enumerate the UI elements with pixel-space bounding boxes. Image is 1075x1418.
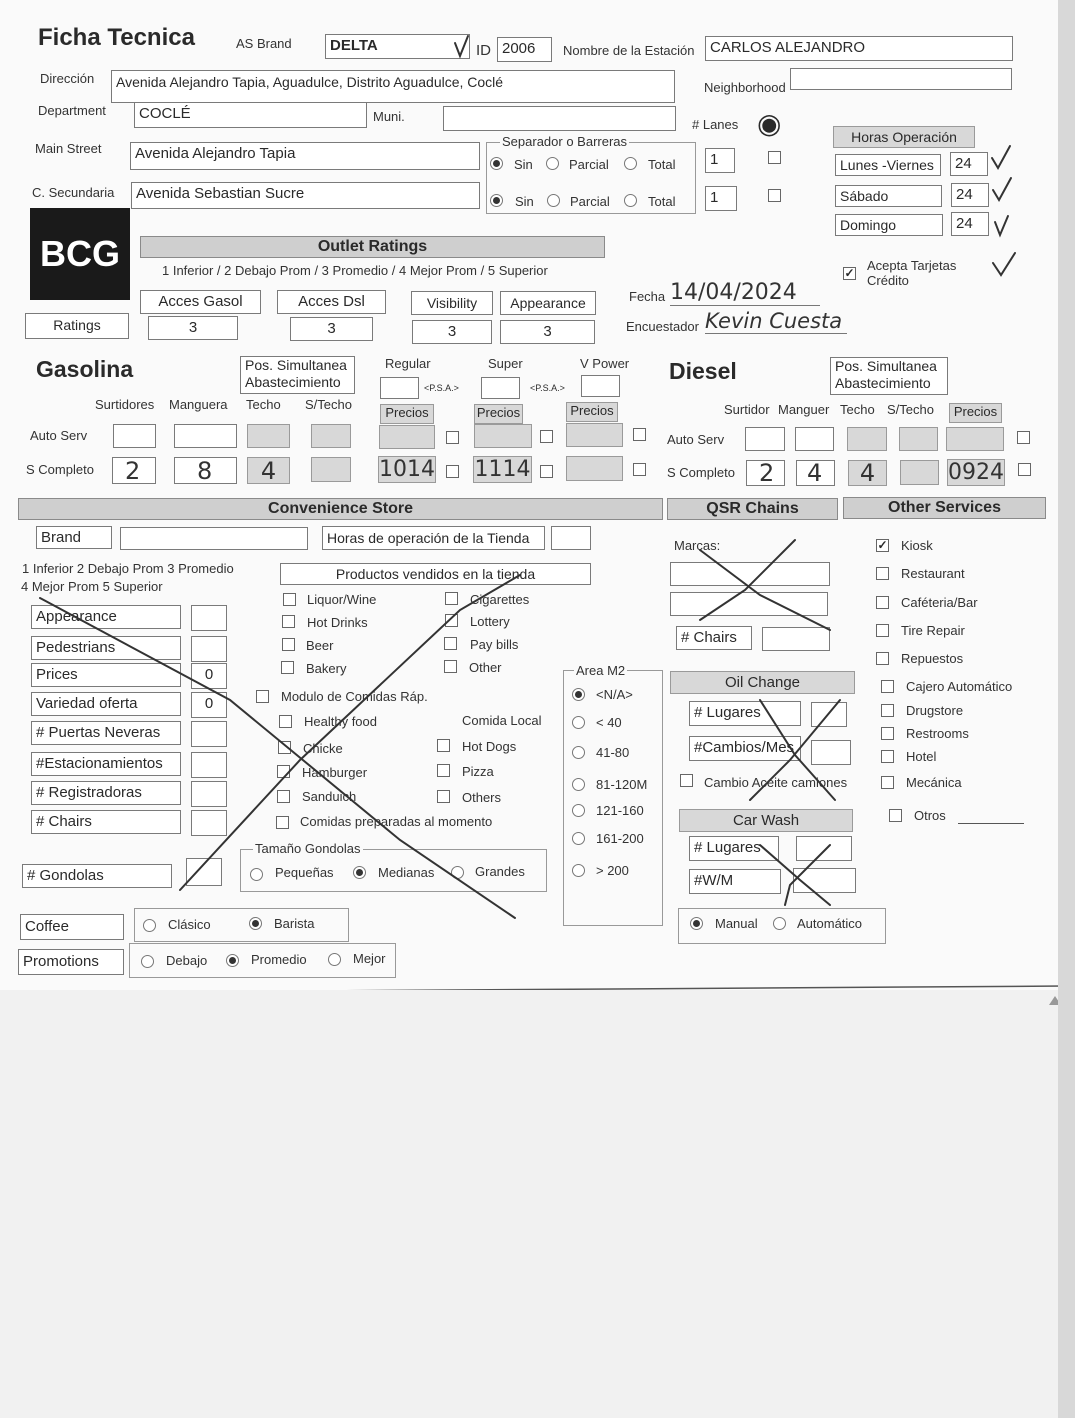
- pequenas-label: Pequeñas: [275, 865, 334, 880]
- other-service-label: Kiosk: [901, 538, 933, 553]
- wash-lugares-label: # Lugares: [689, 836, 779, 861]
- other-service-label: Mecánica: [906, 775, 962, 790]
- wm-field[interactable]: [793, 868, 856, 893]
- regular-label: Regular: [385, 356, 431, 371]
- diesel-surtidor-label: Surtidor: [724, 402, 770, 417]
- main-street-label: Main Street: [35, 141, 102, 156]
- station-label: Nombre de la Estación: [563, 43, 695, 58]
- pay-bills-checkbox[interactable]: [444, 637, 457, 650]
- sep2-total-radio[interactable]: [624, 194, 637, 207]
- station-field[interactable]: CARLOS ALEJANDRO: [705, 36, 1013, 61]
- diesel-sc-manguer[interactable]: 4: [796, 460, 835, 486]
- muni-field[interactable]: [443, 106, 676, 131]
- barista-radio[interactable]: [249, 917, 262, 930]
- area-radio[interactable]: [572, 716, 585, 729]
- debajo-radio[interactable]: [141, 955, 154, 968]
- gas-sc-precio-vpower[interactable]: [566, 456, 623, 481]
- gas-as-surtidores[interactable]: [113, 424, 156, 448]
- qsr-chains-header: QSR Chains: [667, 498, 838, 520]
- other-service-checkbox[interactable]: [881, 704, 894, 717]
- other-service-label: Hotel: [906, 749, 937, 764]
- diesel-stecho-label: S/Techo: [887, 402, 934, 417]
- beer-checkbox[interactable]: [282, 638, 295, 651]
- comida-local-label: Comida Local: [462, 713, 542, 728]
- other-service-label: Restrooms: [906, 726, 969, 741]
- acepta-tarjetas-label: Acepta Tarjetas Crédito: [867, 258, 957, 288]
- cs-row-label: # Chairs: [31, 810, 181, 834]
- vpower-label: V Power: [580, 356, 630, 371]
- liquor-checkbox[interactable]: [283, 593, 296, 606]
- other-service-checkbox[interactable]: [881, 776, 894, 789]
- cs-row-field[interactable]: [191, 810, 227, 836]
- neighborhood-label: Neighborhood: [704, 80, 786, 95]
- gas-sc-precio-regular[interactable]: 1014: [379, 457, 435, 482]
- lanes-label: # Lanes: [692, 117, 739, 132]
- horas-tienda-field[interactable]: [551, 526, 591, 550]
- diesel-as-techo[interactable]: [847, 427, 887, 451]
- diesel-sc-techo[interactable]: 4: [848, 460, 887, 486]
- regular-psa-field[interactable]: [380, 377, 419, 399]
- appearance-label: Appearance: [500, 291, 596, 315]
- other-service-checkbox[interactable]: [876, 596, 889, 609]
- area-m2-group: [563, 670, 663, 926]
- coffee-group: [134, 908, 349, 942]
- pay-bills-label: Pay bills: [470, 637, 519, 652]
- sanduich-label: Sanduich: [302, 789, 357, 804]
- cs-row-label: # Registradoras: [31, 781, 181, 805]
- other-service-checkbox[interactable]: [881, 727, 894, 740]
- gasolina-title: Gasolina: [36, 356, 134, 382]
- others-food-checkbox[interactable]: [437, 790, 450, 803]
- area-option-label: 161-200: [596, 831, 644, 846]
- techo-label: Techo: [246, 397, 281, 412]
- other-service-checkbox[interactable]: ✓: [877, 538, 888, 552]
- lottery-checkbox[interactable]: [445, 614, 458, 627]
- other-services-header: Other Services: [843, 497, 1046, 519]
- gas-as-check-super[interactable]: [540, 430, 553, 443]
- cs-row-field[interactable]: 0: [191, 663, 227, 689]
- form-title: Ficha Tecnica: [38, 24, 195, 51]
- gas-as-techo[interactable]: [247, 424, 290, 448]
- cigarettes-label: Cigarettes: [470, 592, 530, 607]
- page-edge: [1058, 0, 1075, 1418]
- diesel-auto-serv-label: Auto Serv: [667, 432, 725, 447]
- chicken-label: Chicke: [303, 741, 343, 756]
- outlet-ratings-header: Outlet Ratings: [140, 236, 605, 258]
- oil-lugares-field[interactable]: [811, 702, 847, 727]
- hot-dogs-label: Hot Dogs: [462, 739, 517, 754]
- mejor-label: Mejor: [353, 951, 386, 966]
- cs-row-field[interactable]: 0: [191, 692, 227, 718]
- promotions-label: Promotions: [18, 949, 124, 975]
- hours-tick-3: [995, 216, 1008, 235]
- comidas-preparadas-label: Comidas preparadas al momento: [300, 814, 493, 829]
- gas-as-check-regular[interactable]: [446, 431, 459, 444]
- lottery-label: Lottery: [470, 614, 510, 629]
- mejor-radio[interactable]: [328, 953, 341, 966]
- lanes-field-2[interactable]: 1: [705, 186, 737, 211]
- cambio-camiones-label: Cambio Aceite camiones: [704, 775, 848, 790]
- hours-sunday-field[interactable]: 24: [951, 212, 989, 236]
- bakery-checkbox[interactable]: [281, 661, 294, 674]
- marcas-label: Marcas:: [674, 538, 721, 553]
- secundaria-field[interactable]: Avenida Sebastian Sucre: [131, 182, 480, 209]
- gas-sc-check-super[interactable]: [540, 465, 553, 478]
- precio-regular-header: Precios: [380, 404, 434, 424]
- ratings-label: Ratings: [25, 313, 129, 339]
- beer-label: Beer: [306, 638, 334, 653]
- muni-label: Muni.: [373, 109, 405, 124]
- pequenas-radio[interactable]: [250, 868, 263, 881]
- gas-as-stecho[interactable]: [311, 424, 351, 448]
- horas-operacion-header: Horas Operación: [833, 126, 975, 148]
- medianas-radio[interactable]: [353, 866, 366, 879]
- wash-lugares-field[interactable]: [796, 836, 852, 861]
- gas-sc-check-vpower[interactable]: [633, 463, 646, 476]
- gas-sc-manguera[interactable]: 8: [174, 457, 237, 484]
- visibility-label: Visibility: [411, 291, 493, 315]
- cs-scale-line1: 1 Inferior 2 Debajo Prom 3 Promedio: [22, 561, 234, 576]
- gas-sc-techo[interactable]: 4: [247, 457, 290, 484]
- modulo-comidas-checkbox[interactable]: [256, 690, 269, 703]
- qsr-chairs-label: # Chairs: [676, 626, 752, 650]
- other-service-label: Drugstore: [906, 703, 964, 718]
- medianas-label: Medianas: [378, 865, 435, 880]
- grandes-radio[interactable]: [451, 866, 464, 879]
- diesel-title: Diesel: [669, 358, 737, 384]
- promedio-label: Promedio: [251, 952, 307, 967]
- area-option-label: < 40: [596, 715, 622, 730]
- fecha-label: Fecha: [629, 289, 666, 304]
- car-wash-header: Car Wash: [679, 809, 853, 832]
- other-service-checkbox[interactable]: [876, 567, 889, 580]
- tamano-gondolas-label: Tamaño Gondolas: [255, 841, 361, 856]
- otros-line[interactable]: [958, 823, 1024, 824]
- traffic-light-icon: ◉: [757, 108, 782, 139]
- gas-as-precio-vpower[interactable]: [566, 423, 623, 447]
- visibility-value[interactable]: 3: [412, 320, 492, 344]
- sep1-total-radio[interactable]: [624, 157, 637, 170]
- super-psa-field[interactable]: [481, 377, 520, 399]
- hours-tick-2: [993, 178, 1011, 200]
- hot-drinks-label: Hot Drinks: [307, 615, 368, 630]
- cs-scale-line2: 4 Mejor Prom 5 Superior: [21, 579, 163, 594]
- acces-gasol-label: Acces Gasol: [140, 290, 261, 314]
- gas-as-precio-super[interactable]: [474, 424, 532, 448]
- vpower-psa-field[interactable]: [581, 375, 620, 397]
- other-service-checkbox[interactable]: [881, 680, 894, 693]
- otros-checkbox[interactable]: [889, 809, 902, 822]
- appearance-value[interactable]: 3: [500, 320, 595, 344]
- sep2-sin-radio[interactable]: [490, 194, 503, 207]
- psa-label-2: <P.S.A.>: [530, 383, 565, 393]
- cambios-mes-field[interactable]: [811, 740, 851, 765]
- others-food-label: Others: [462, 790, 502, 805]
- gasolina-pos-simultanea: Pos. Simultanea Abastecimiento: [240, 356, 355, 394]
- encuestador-value[interactable]: Kevin Cuesta: [705, 309, 847, 334]
- id-label: ID: [476, 42, 491, 59]
- barista-label: Barista: [274, 916, 315, 931]
- area-radio[interactable]: [572, 778, 585, 791]
- promedio-radio[interactable]: [226, 954, 239, 967]
- hours-saturday-field[interactable]: 24: [951, 183, 989, 207]
- brand-label: AS Brand: [236, 36, 292, 51]
- debajo-label: Debajo: [166, 953, 208, 968]
- gas-sc-surtidores[interactable]: 2: [112, 457, 156, 484]
- neighborhood-field[interactable]: [790, 68, 1012, 90]
- s-techo-label: S/Techo: [305, 397, 352, 412]
- fecha-value[interactable]: 14/04/2024: [670, 280, 820, 306]
- lanes-check-2[interactable]: [768, 189, 781, 202]
- hot-drinks-checkbox[interactable]: [282, 615, 295, 628]
- oil-lugares-label: # Lugares: [689, 701, 801, 726]
- department-label: Department: [38, 103, 106, 118]
- clasico-label: Clásico: [168, 917, 211, 932]
- gondolas-label: # Gondolas: [22, 864, 172, 888]
- manual-radio[interactable]: [690, 917, 703, 930]
- bcg-logo: BCG: [30, 208, 130, 300]
- area-option-label: 81-120M: [596, 777, 648, 792]
- precio-vpower-header: Precios: [566, 402, 618, 422]
- grandes-label: Grandes: [475, 864, 525, 879]
- sep2-parcial-label: Parcial: [570, 194, 610, 209]
- sep1-parcial-radio[interactable]: [546, 157, 559, 170]
- diesel-pos-simultanea: Pos. Simultanea Abastecimiento: [830, 357, 948, 395]
- cs-row-label: #Estacionamientos: [31, 752, 181, 776]
- psa-label-1: <P.S.A.>: [424, 383, 459, 393]
- diesel-precio-header: Precios: [949, 403, 1002, 423]
- gas-sc-precio-super[interactable]: 1114: [474, 457, 531, 482]
- otros-label: Otros: [914, 808, 946, 823]
- separador-label: Separador o Barreras: [502, 134, 628, 149]
- hours-tick-1: [992, 146, 1010, 168]
- pizza-label: Pizza: [462, 764, 494, 779]
- gas-as-manguera[interactable]: [174, 424, 237, 448]
- other-service-label: Cajero Automático: [906, 679, 1013, 694]
- sep2-sin-label: Sin: [515, 194, 534, 209]
- healthy-food-checkbox[interactable]: [279, 715, 292, 728]
- sep2-total-label: Total: [648, 194, 676, 209]
- area-m2-label: Area M2: [576, 663, 626, 678]
- productos-header: Productos vendidos en la tienda: [280, 563, 591, 585]
- area-option-label: 41-80: [596, 745, 630, 760]
- cs-row-field[interactable]: [191, 636, 227, 662]
- sep1-sin-label: Sin: [514, 157, 533, 172]
- gas-s-completo-label: S Completo: [26, 462, 94, 477]
- sep1-total-label: Total: [648, 157, 676, 172]
- cs-row-label: Variedad oferta: [31, 692, 181, 716]
- area-radio[interactable]: [572, 804, 585, 817]
- gas-auto-serv-label: Auto Serv: [30, 428, 88, 443]
- acces-dsl-value[interactable]: 3: [290, 317, 373, 341]
- diesel-s-completo-label: S Completo: [667, 465, 735, 480]
- wm-label: #W/M: [689, 869, 781, 894]
- chicken-checkbox[interactable]: [278, 741, 291, 754]
- area-option-label: > 200: [596, 863, 629, 878]
- cs-row-field[interactable]: [191, 721, 227, 747]
- encuestador-label: Encuestador: [626, 319, 699, 334]
- qsr-chairs-field[interactable]: [762, 627, 830, 651]
- diesel-as-surtidor[interactable]: [745, 427, 785, 451]
- healthy-food-label: Healthy food: [304, 714, 377, 729]
- other-service-label: Restaurant: [901, 566, 965, 581]
- hours-weekday-field[interactable]: 24: [950, 152, 988, 176]
- cs-row-label: Prices: [31, 663, 181, 687]
- convenience-store-header: Convenience Store: [18, 498, 663, 520]
- other-service-label: Repuestos: [901, 651, 964, 666]
- area-option-label: <N/A>: [596, 687, 633, 702]
- cs-row-field[interactable]: [191, 605, 227, 631]
- hours-saturday-label: Sábado: [835, 185, 942, 207]
- automatico-label: Automático: [797, 916, 863, 931]
- area-radio[interactable]: [572, 688, 585, 701]
- area-radio[interactable]: [572, 832, 585, 845]
- direccion-label: Dirección: [40, 71, 95, 86]
- direccion-field[interactable]: Avenida Alejandro Tapia, Aguadulce, Distrito Aguadulce, Coclé: [111, 70, 675, 103]
- brand-field[interactable]: DELTA: [325, 34, 470, 59]
- oil-change-header: Oil Change: [670, 671, 855, 694]
- gondolas-field[interactable]: [186, 858, 222, 886]
- manguera-label: Manguera: [169, 397, 228, 412]
- blank-bottom-area: [0, 990, 1065, 1418]
- super-label: Super: [488, 356, 523, 371]
- area-option-label: 121-160: [596, 803, 644, 818]
- secundaria-label: C. Secundaria: [32, 185, 115, 200]
- diesel-as-manguer[interactable]: [795, 427, 834, 451]
- id-field[interactable]: 2006: [497, 37, 552, 62]
- hamburger-label: Hamburger: [302, 765, 368, 780]
- diesel-manguer-label: Manguer: [778, 402, 830, 417]
- sep1-sin-radio[interactable]: [490, 157, 503, 170]
- other-service-checkbox[interactable]: [876, 652, 889, 665]
- hours-weekday-label: Lunes -Viernes: [835, 154, 941, 176]
- diesel-sc-check[interactable]: [1018, 463, 1031, 476]
- liquor-label: Liquor/Wine: [307, 592, 377, 607]
- bakery-label: Bakery: [306, 661, 347, 676]
- acepta-tarjetas-checkbox[interactable]: ✓: [844, 266, 855, 280]
- cs-row-field[interactable]: [191, 752, 227, 778]
- area-radio[interactable]: [572, 864, 585, 877]
- gas-as-check-vpower[interactable]: [633, 428, 646, 441]
- automatico-radio[interactable]: [773, 917, 786, 930]
- sep2-parcial-radio[interactable]: [547, 194, 560, 207]
- cs-row-label: # Puertas Neveras: [31, 721, 181, 745]
- clasico-radio[interactable]: [143, 919, 156, 932]
- diesel-as-check[interactable]: [1017, 431, 1030, 444]
- marcas-field-1[interactable]: [670, 562, 830, 586]
- diesel-sc-surtidor[interactable]: 2: [746, 460, 785, 486]
- acces-gasol-value[interactable]: 3: [148, 316, 238, 340]
- gas-sc-stecho[interactable]: [311, 457, 351, 482]
- gas-as-precio-regular[interactable]: [379, 425, 435, 449]
- card-tick: [993, 253, 1015, 275]
- other-products-label: Other: [469, 660, 502, 675]
- surtidores-label: Surtidores: [95, 397, 155, 412]
- comidas-preparadas-checkbox[interactable]: [276, 816, 289, 829]
- precio-super-header: Precios: [474, 404, 523, 424]
- cs-row-label: Pedestrians: [31, 636, 181, 660]
- other-products-checkbox[interactable]: [444, 660, 457, 673]
- sep1-parcial-label: Parcial: [569, 157, 609, 172]
- cambios-mes-label: #Cambios/Mes: [689, 736, 801, 761]
- store-brand-field[interactable]: [120, 527, 308, 550]
- other-service-checkbox[interactable]: [881, 750, 894, 763]
- horas-tienda-label: Horas de operación de la Tienda: [322, 526, 545, 550]
- cs-row-label: Appearance: [31, 605, 181, 629]
- cs-row-field[interactable]: [191, 781, 227, 807]
- department-field[interactable]: COCLÉ: [134, 102, 367, 128]
- diesel-as-stecho[interactable]: [899, 427, 938, 451]
- area-radio[interactable]: [572, 746, 585, 759]
- coffee-label: Coffee: [20, 914, 124, 940]
- lanes-check-1[interactable]: [768, 151, 781, 164]
- marcas-field-2[interactable]: [670, 592, 828, 616]
- lanes-field-1[interactable]: 1: [705, 148, 735, 173]
- main-street-field[interactable]: Avenida Alejandro Tapia: [130, 142, 480, 170]
- other-service-label: Caféteria/Bar: [901, 595, 978, 610]
- cambio-camiones-checkbox[interactable]: [680, 774, 693, 787]
- manual-label: Manual: [715, 916, 758, 931]
- outlet-scale-text: 1 Inferior / 2 Debajo Prom / 3 Promedio / 4 Mejor Prom / 5 Superior: [162, 263, 548, 278]
- other-service-label: Tire Repair: [901, 623, 965, 638]
- modulo-comidas-label: Modulo de Comidas Ráp.: [281, 689, 428, 704]
- pizza-checkbox[interactable]: [437, 764, 450, 777]
- diesel-sc-precio[interactable]: 0924: [948, 460, 1004, 485]
- hot-dogs-checkbox[interactable]: [437, 739, 450, 752]
- hours-sunday-label: Domingo: [835, 214, 943, 236]
- hamburger-checkbox[interactable]: [277, 765, 290, 778]
- store-brand-label: Brand: [36, 526, 112, 549]
- other-service-checkbox[interactable]: [876, 624, 889, 637]
- diesel-techo-label: Techo: [840, 402, 875, 417]
- diesel-as-precio[interactable]: [946, 427, 1004, 451]
- acces-dsl-label: Acces Dsl: [277, 290, 386, 314]
- diesel-sc-stecho[interactable]: [900, 460, 939, 485]
- cigarettes-checkbox[interactable]: [445, 592, 458, 605]
- sanduich-checkbox[interactable]: [277, 790, 290, 803]
- gas-sc-check-regular[interactable]: [446, 465, 459, 478]
